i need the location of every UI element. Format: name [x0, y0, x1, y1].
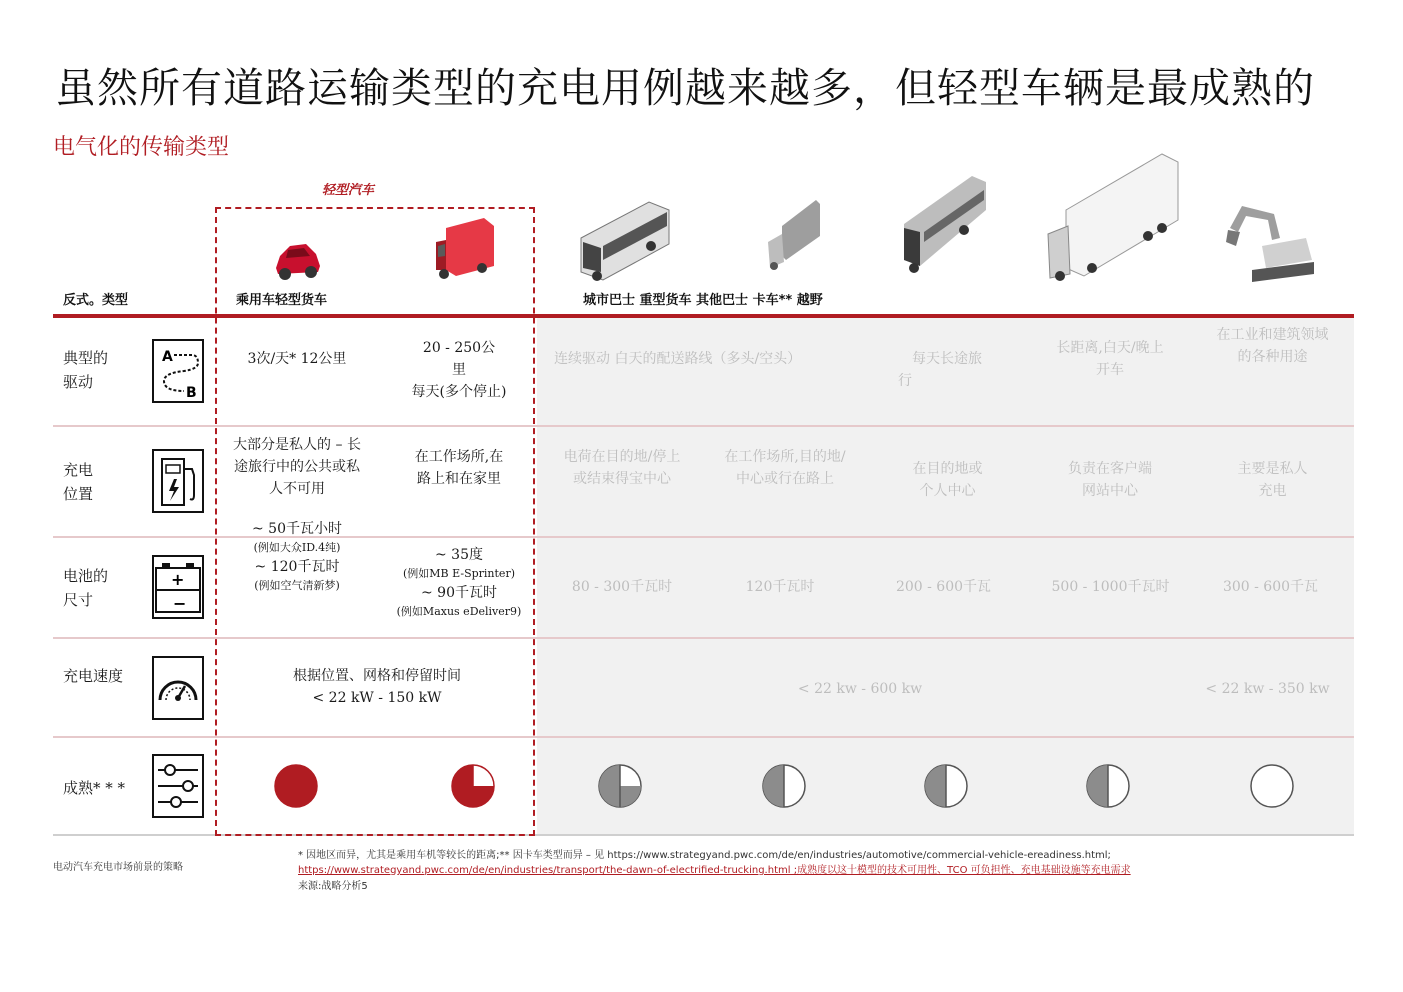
- maturity-fill: [275, 765, 317, 807]
- speed-offroad: < 22 kw - 350 kw: [1205, 681, 1330, 697]
- battery-truck: 500 - 1000千瓦时: [1051, 579, 1170, 595]
- battery-light-van: ~ 35度 (例如MB E-Sprinter) ~ 90千瓦时 (例如Maxus eDeliver9): [396, 547, 522, 618]
- maturity-fill: [763, 765, 784, 807]
- location-city-bus: 电荷在目的地/停上 或结束得宝中心: [563, 449, 681, 487]
- row-label-battery: 电池的 尺寸: [63, 567, 109, 609]
- footnote-line-1: * 因地区而异，尤其是乘用车机等较长的距离;** 因卡车类型而异 – 见 https://www.strategyand.pwc.com/de/en/industries/automotive/commercial-vehicle-ereadiness.html;: [298, 850, 1111, 861]
- battery-heavy-truck: 120千瓦时: [745, 579, 815, 595]
- location-offroad: 主要是私人 充电: [1237, 461, 1308, 499]
- drive-truck: 长距离,白天/晚上 开车: [1056, 340, 1164, 378]
- row-label-maturity: 成熟* * *: [63, 779, 126, 797]
- heavy-truck-icon: [764, 196, 822, 272]
- maturity-fill: [1087, 765, 1108, 807]
- drive-coach: 每天长途旅 行: [898, 351, 982, 389]
- battery-icon: [152, 555, 204, 619]
- battery-passenger-top: ~ 50千瓦小时: [252, 521, 342, 537]
- semi-truck-icon: [1044, 150, 1180, 282]
- row-label-location: 充电 位置: [63, 461, 94, 503]
- row-label-speed: 充电速度: [63, 667, 124, 685]
- battery-coach: 200 - 600千瓦: [895, 579, 992, 595]
- maturity-ball: [1251, 765, 1293, 807]
- location-light-van: 在工作场所,在 路上和在家里: [414, 449, 504, 487]
- row-label-drive: 典型的 驱动: [63, 349, 109, 391]
- speed-light-vehicles: 根据位置、网格和停留时间 < 22 kW - 150 kW: [293, 668, 461, 706]
- svg-text:A: A: [162, 349, 173, 365]
- coach-bus-icon: [898, 170, 990, 278]
- battery-city-bus: 80 - 300千瓦时: [571, 579, 673, 595]
- drive-passenger: 3次/天* 12公里: [247, 351, 347, 367]
- sliders-icon: [152, 754, 204, 818]
- svg-text:−: −: [173, 594, 187, 613]
- light-vehicles-header: 乘用车轻型货车: [236, 293, 328, 308]
- route-a-b-icon: [152, 339, 204, 403]
- svg-text:+: +: [171, 570, 185, 589]
- svg-text:B: B: [186, 385, 197, 401]
- charging-station-icon: [152, 449, 204, 513]
- type-label: 反式。类型: [63, 293, 129, 308]
- page-title: 虽然所有道路运输类型的充电用例越来越多，但轻型车辆是最成熟的: [55, 64, 1315, 112]
- drive-offroad: 在工业和建筑领域 的各种用途: [1216, 327, 1329, 365]
- location-coach: 在目的地或 个人中心: [912, 461, 983, 499]
- speedometer-icon: [152, 656, 204, 720]
- city-bus-icon: [577, 198, 673, 282]
- location-truck: 负责在客户端 网站中心: [1068, 461, 1152, 499]
- maturity-harvey-balls: [262, 752, 1352, 824]
- page-subtitle: 电气化的传输类型: [53, 135, 230, 160]
- maturity-fill: [925, 765, 946, 807]
- drive-light-van: 20 - 250公 里 每天(多个停止): [411, 340, 507, 400]
- footnote-source: 来源:战略分析5: [298, 881, 368, 892]
- footnote-left: 电动汽车充电市场前景的策略: [53, 862, 183, 873]
- drive-city-bus: 连续驱动 白天的配送路线（多头/空头）: [554, 351, 802, 367]
- speed-mid-vehicles: < 22 kw - 600 kw: [797, 681, 923, 697]
- battery-passenger: (例如大众ID.4纯) ~ 120千瓦时 (例如空气清新梦): [253, 541, 341, 592]
- footnote-link[interactable]: https://www.strategyand.pwc.com/de/en/industries/transport/the-dawn-of-electrified-trucking.html ;成熟度以这十模型的技术可用性、TCO 可负担性、充电基础设施等充电需求: [298, 865, 1131, 876]
- battery-offroad: 300 - 600千瓦: [1222, 579, 1319, 595]
- excavator-icon: [1222, 198, 1318, 286]
- light-vehicle-label: 轻型汽车: [322, 183, 375, 198]
- location-passenger: 大部分是私人的 – 长 途旅行中的公共或私 人不可用: [233, 437, 361, 497]
- location-heavy-truck: 在工作场所,目的地/ 中心或行在路上: [724, 449, 846, 487]
- other-vehicles-header: 城市巴士 重型货车 其他巴士 卡车** 越野: [583, 293, 823, 308]
